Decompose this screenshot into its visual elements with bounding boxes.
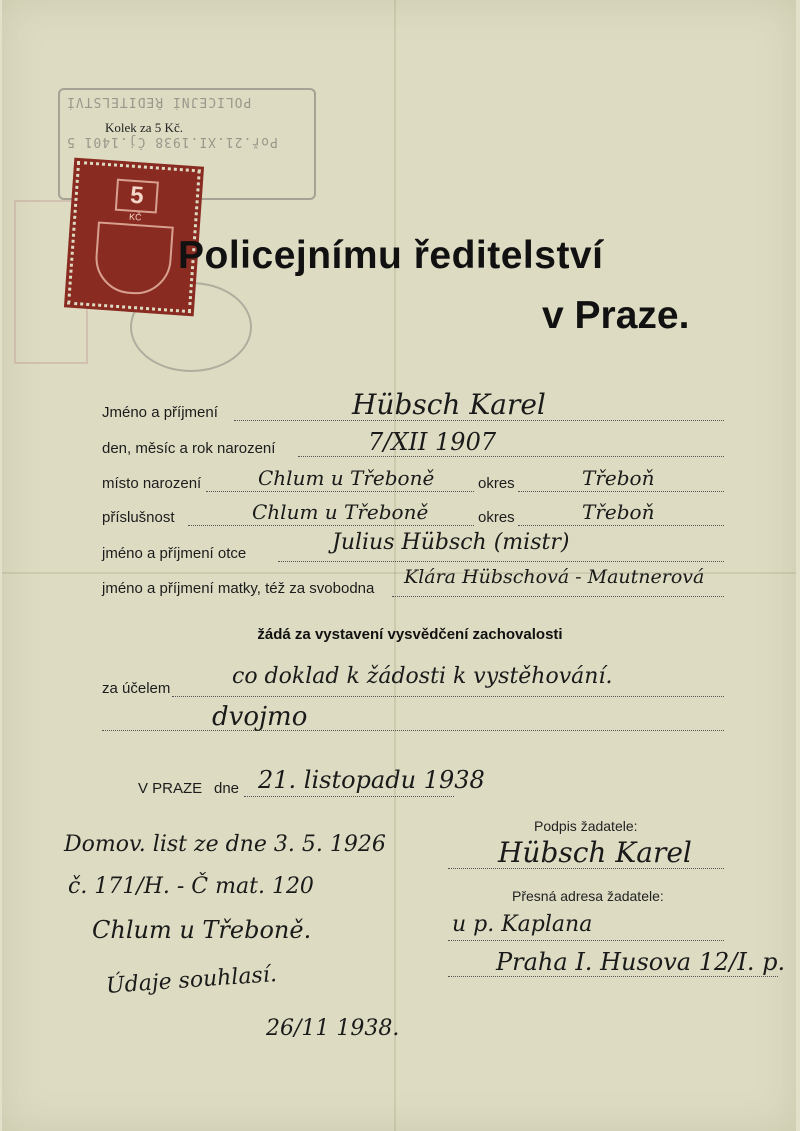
dotted-line bbox=[448, 940, 724, 941]
kolek-label: Kolek za 5 Kč. bbox=[105, 120, 183, 135]
note-line4: Údaje souhlasí. bbox=[105, 962, 278, 999]
revenue-stamp-currency: KČ bbox=[128, 211, 142, 223]
signature-value: Hübsch Karel bbox=[498, 836, 692, 869]
address-label: Přesná adresa žadatele: bbox=[512, 888, 664, 904]
note-line2: č. 171/H. - Č mat. 120 bbox=[68, 874, 314, 899]
field-label-district-2: okres bbox=[478, 509, 515, 526]
dotted-line bbox=[206, 491, 474, 492]
field-value-district-2: Třeboň bbox=[582, 500, 655, 524]
request-line: žádá za vystavení vysvědčení zachovalosti bbox=[257, 626, 563, 643]
dotted-line bbox=[172, 696, 724, 697]
field-label-father: jméno a příjmení otce bbox=[102, 545, 247, 562]
heading-line2: v Praze. bbox=[542, 294, 690, 337]
dotted-line bbox=[278, 561, 724, 562]
field-value-domicile: Chlum u Třeboně bbox=[252, 500, 429, 524]
dotted-line bbox=[392, 596, 724, 597]
field-value-district: Třeboň bbox=[582, 466, 655, 490]
field-label-birthplace: místo narození bbox=[102, 475, 202, 492]
field-value-mother: Klára Hübschová - Mautnerová bbox=[404, 566, 705, 588]
purpose-label: za účelem bbox=[102, 680, 171, 697]
field-value-name: Hübsch Karel bbox=[352, 388, 546, 421]
date-label-dne: dne bbox=[214, 780, 240, 797]
address-line2: Praha I. Husova 12/I. p. bbox=[496, 948, 786, 976]
field-value-father: Julius Hübsch (mistr) bbox=[332, 530, 570, 555]
note-line3: Chlum u Třeboně. bbox=[92, 916, 312, 944]
signature-label: Podpis žadatele: bbox=[534, 818, 638, 834]
note-line1: Domov. list ze dne 3. 5. 1926 bbox=[64, 832, 386, 857]
heading-line1: Policejnímu ředitelství bbox=[178, 234, 604, 277]
fold-crease-vertical bbox=[394, 0, 396, 1131]
address-line1: u p. Kaplana bbox=[452, 912, 593, 937]
office-stamp-line1: POLICEJNÍ ŘEDITELSTVÍ bbox=[66, 94, 252, 109]
field-label-district: okres bbox=[478, 475, 515, 492]
field-value-birthplace: Chlum u Třeboně bbox=[258, 466, 435, 490]
office-stamp-line2: Poř.21.XI.1938 Čj.1401 5 bbox=[66, 134, 278, 149]
purpose-value: co doklad k žádosti k vystěhování. bbox=[232, 664, 613, 689]
field-label-birthdate: den, měsíc a rok narození bbox=[102, 440, 276, 457]
dotted-line bbox=[244, 796, 454, 797]
coat-of-arms-icon bbox=[93, 221, 174, 296]
field-label-mother: jméno a příjmení matky, též za svobodna bbox=[102, 580, 375, 597]
field-value-birthdate: 7/XII 1907 bbox=[368, 428, 497, 456]
document-page bbox=[2, 0, 796, 1131]
purpose-extra: dvojmo bbox=[212, 702, 308, 732]
dotted-line bbox=[448, 976, 778, 977]
dotted-line bbox=[518, 525, 724, 526]
dotted-line bbox=[188, 525, 474, 526]
date-value: 21. listopadu 1938 bbox=[258, 766, 485, 794]
dotted-line bbox=[518, 491, 724, 492]
dotted-line bbox=[102, 730, 724, 731]
date-label-prefix: V PRAZE bbox=[138, 780, 203, 797]
field-label-name: Jméno a příjmení bbox=[102, 404, 218, 421]
dotted-line bbox=[298, 456, 724, 457]
note-line5: 26/11 1938. bbox=[266, 1016, 400, 1041]
revenue-stamp-value: 5 bbox=[115, 179, 159, 214]
field-label-domicile: příslušnost bbox=[102, 509, 175, 526]
